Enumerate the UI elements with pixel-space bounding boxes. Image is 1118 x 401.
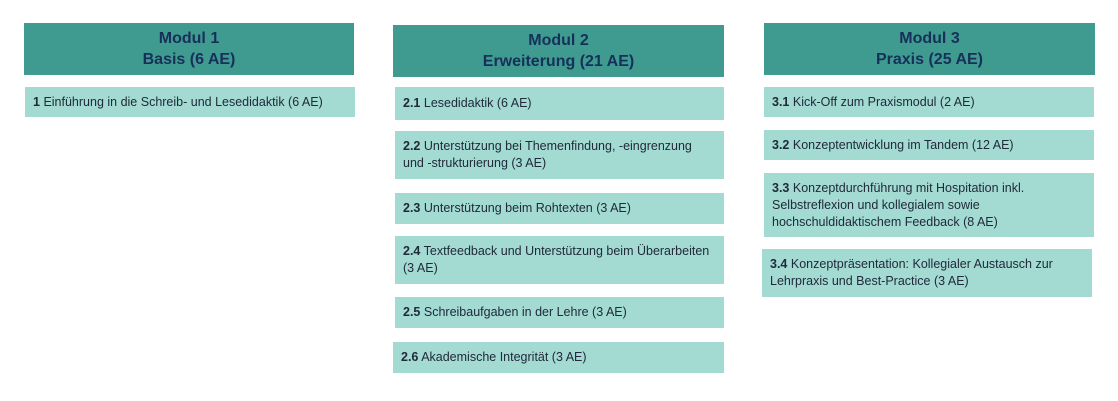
item-text: Schreibaufgaben in der Lehre (3 AE) [423, 305, 627, 319]
module-2-item-4 [395, 236, 724, 284]
item-text: Konzeptpräsentation: Kollegialer Austausch zur Lehrpraxis und Best-Practice (3 AE) [770, 257, 1053, 288]
module-3-item-2 [764, 130, 1094, 160]
item-number: 3.3 [772, 180, 790, 195]
module-3-title: Modul 3 [899, 30, 960, 47]
item-number: 2.3 [403, 201, 421, 215]
module-3-item-1 [764, 87, 1094, 117]
module-1-header [24, 23, 354, 75]
item-number: 3.4 [770, 257, 788, 271]
item-text: Einführung in die Schreib- und Lesedidaktik (6 AE) [43, 94, 323, 109]
item-number: 2.4 [403, 244, 421, 258]
item-number: 3.2 [772, 137, 790, 152]
module-3-item-3 [764, 173, 1094, 237]
module-2-item-5 [395, 297, 724, 328]
item-text: Kick-Off zum Praxismodul (2 AE) [792, 94, 975, 109]
module-1-title: Modul 1 [158, 30, 220, 47]
item-text: Konzeptentwicklung im Tandem (12 AE) [792, 137, 1014, 152]
item-text: Unterstützung beim Rohtexten (3 AE) [423, 201, 631, 215]
item-number: 2.2 [403, 139, 421, 153]
module-1-subtitle: Basis (6 AE) [142, 51, 236, 68]
item-number: 2.5 [403, 305, 421, 319]
module-2-item-2 [395, 131, 724, 179]
module-3-item-4 [762, 249, 1092, 297]
item-text: Unterstützung bei Themenfindung, -eingrenzung und -strukturierung (3 AE) [403, 139, 692, 170]
item-text: Akademische Integrität (3 AE) [421, 350, 587, 364]
module-3-header [764, 23, 1095, 75]
module-2-subtitle: Erweiterung (21 AE) [482, 53, 635, 70]
module-1-item-1 [25, 87, 355, 117]
item-number: 2.6 [401, 350, 419, 364]
item-text: Konzeptdurchführung mit Hospitation inkl. Selbstreflexion und kollegialem sowie hochschuldidaktischem Feedback (8 AE) [772, 180, 1025, 229]
module-2-item-6 [393, 342, 724, 373]
item-number: 1 [33, 94, 40, 109]
item-text: Lesedidaktik (6 AE) [423, 96, 532, 110]
module-3-subtitle: Praxis (25 AE) [875, 51, 983, 68]
module-2-header [393, 25, 724, 77]
item-number: 3.1 [772, 94, 790, 109]
module-2-item-3 [395, 193, 724, 224]
module-2-title: Modul 2 [528, 32, 589, 49]
item-number: 2.1 [403, 96, 421, 110]
item-text: Textfeedback und Unterstützung beim Überarbeiten (3 AE) [403, 244, 710, 275]
module-2-item-1 [395, 87, 724, 120]
